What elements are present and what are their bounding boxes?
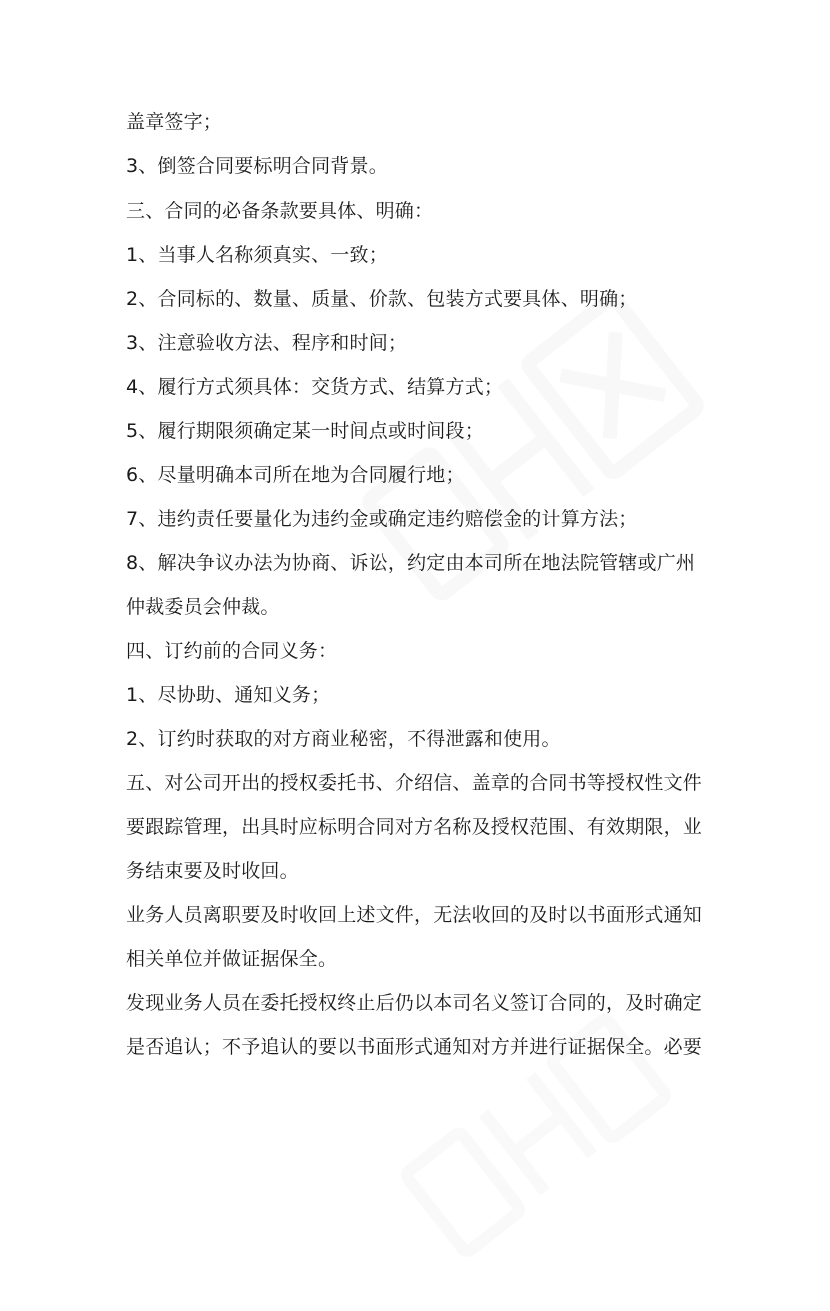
text-line-15: 2、订约时获取的对方商业秘密，不得泄露和使用。 xyxy=(126,728,561,750)
text-line-11: 8、解决争议办法为协商、诉讼，约定由本司所在地法院管辖或广州 xyxy=(126,552,696,574)
text-line-5: 2、合同标的、数量、质量、价款、包装方式要具体、明确； xyxy=(126,288,638,310)
text-line-18: 务结束要及时收回。 xyxy=(126,860,299,882)
text-line-4: 1、当事人名称须真实、一致； xyxy=(126,244,388,266)
text-line-21: 发现业务人员在委托授权终止后仍以本司名义签订合同的，及时确定 xyxy=(126,992,703,1014)
text-line-13-heading: 四、订约前的合同义务： xyxy=(126,640,338,662)
text-line-9: 6、尽量明确本司所在地为合同履行地； xyxy=(126,464,465,486)
text-line-20: 相关单位并做证据保全。 xyxy=(126,948,338,970)
text-line-7: 4、履行方式须具体：交货方式、结算方式； xyxy=(126,376,504,398)
text-line-2: 3、倒签合同要标明合同背景。 xyxy=(126,155,388,177)
text-line-6: 3、注意验收方法、程序和时间； xyxy=(126,332,408,354)
text-line-17: 要跟踪管理，出具时应标明合同对方名称及授权范围、有效期限，业 xyxy=(126,816,703,838)
text-line-16-heading: 五、对公司开出的授权委托书、介绍信、盖章的合同书等授权性文件 xyxy=(126,772,703,794)
text-line-14: 1、尽协助、通知义务； xyxy=(126,684,331,706)
text-line-22: 是否追认；不予追认的要以书面形式通知对方并进行证据保全。必要 xyxy=(126,1036,703,1058)
text-line-3-heading: 三、合同的必备条款要具体、明确： xyxy=(126,200,434,222)
text-line-19: 业务人员离职要及时收回上述文件，无法收回的及时以书面形式通知 xyxy=(126,904,703,926)
text-line-12: 仲裁委员会仲裁。 xyxy=(126,596,280,618)
text-line-1: 盖章签字； xyxy=(126,111,223,133)
text-line-8: 5、履行期限须确定某一时间点或时间段； xyxy=(126,420,484,442)
watermark-graphic-bottom xyxy=(350,969,710,1311)
text-line-10: 7、违约责任要量化为违约金或确定违约赔偿金的计算方法； xyxy=(126,508,638,530)
